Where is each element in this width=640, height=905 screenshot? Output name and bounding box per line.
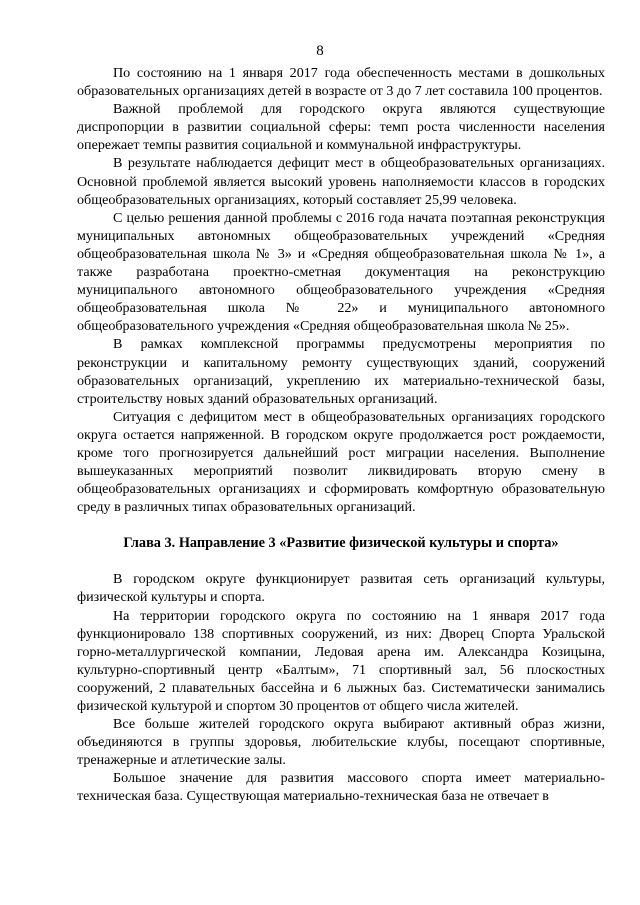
paragraph-school-reconstruction: С целью решения данной проблемы с 2016 года начата поэтапная реконструкция муниципальных автономных общеобразовательных учреждений «Средняя общеобразовательная школа № 3» и «Средняя общеобразовательная школа № 1», а также разработана проектно-сметная документация на реконструкцию муниципального автономного общеобразовательного учреждения «Средняя общеобразовательная школа № 22» и муниципального автономного общеобразовательного учреждения «Средняя общеобразовательная школа № 25». (77, 209, 605, 335)
page-body (77, 64, 605, 806)
page-number: 8 (316, 43, 324, 59)
paragraph-material-base: Большое значение для развития массового спорта имеет материально-техническая база. Существующая материально-техническая база не отвечает в (77, 770, 605, 805)
paragraph-school-places-deficit: В результате наблюдается дефицит мест в общеобразовательных организациях. Основной проблемой является высокий уровень наполняемости классов в городских общеобразовательных организациях, который составляет 25,99 человека. (77, 155, 605, 208)
paragraph-social-disproportion: Важной проблемой для городского округа являются существующие диспропорции в развитии социальной сферы: темп роста численности населения опережает темпы развития социальной и коммунальной инфраструктуры. (77, 101, 605, 154)
chapter-heading: Глава 3. Направление 3 «Развитие физической культуры и спорта» (123, 535, 559, 552)
paragraph-program-measures: В рамках комплексной программы предусмотрены мероприятия по реконструкции и капитальному ремонту существующих зданий, сооружений образовательных организаций, укреплению их материально-технической базы, строительству новых зданий образовательных организаций. (77, 336, 605, 407)
paragraph-situation-summary: Ситуация с дефицитом мест в общеобразовательных организациях городского округа остается напряженной. В городском округе продолжается рост рождаемости, кроме того прогнозируется дальнейший рост миграции населения. Выполнение вышеуказанных мероприятий позволит ликвидировать вторую смену в общеобразовательных организациях и сформировать комфортную образовательную среду в различных типах образовательных организаций. (77, 408, 605, 516)
paragraph-sports-facilities: На территории городского округа по состоянию на 1 января 2017 года функционировало 138 спортивных сооружений, из них: Дворец Спорта Уральской горно-металлургической компании, Ледовая арена им. Александра Козицына, культурно-спортивный центр «Балтым», 71 спортивный зал, 56 плоскостных сооружений, 2 плавательных бассейна и 6 лыжных баз. Систематически занимались физической культурой и спортом 30 процентов от общего числа жителей. (77, 607, 605, 714)
paragraph-preschool-coverage: По состоянию на 1 января 2017 года обеспеченность местами в дошкольных образовательных организациях детей в возрасте от 3 до 7 лет составила 100 процентов. (77, 65, 605, 100)
paragraph-sports-network: В городском округе функционирует развитая сеть организаций культуры, физической культуры и спорта. (77, 571, 605, 606)
paragraph-active-lifestyle: Все больше жителей городского округа выбирают активный образ жизни, объединяются в группы здоровья, любительские клубы, посещают спортивные, тренажерные и атлетические залы. (77, 716, 605, 769)
